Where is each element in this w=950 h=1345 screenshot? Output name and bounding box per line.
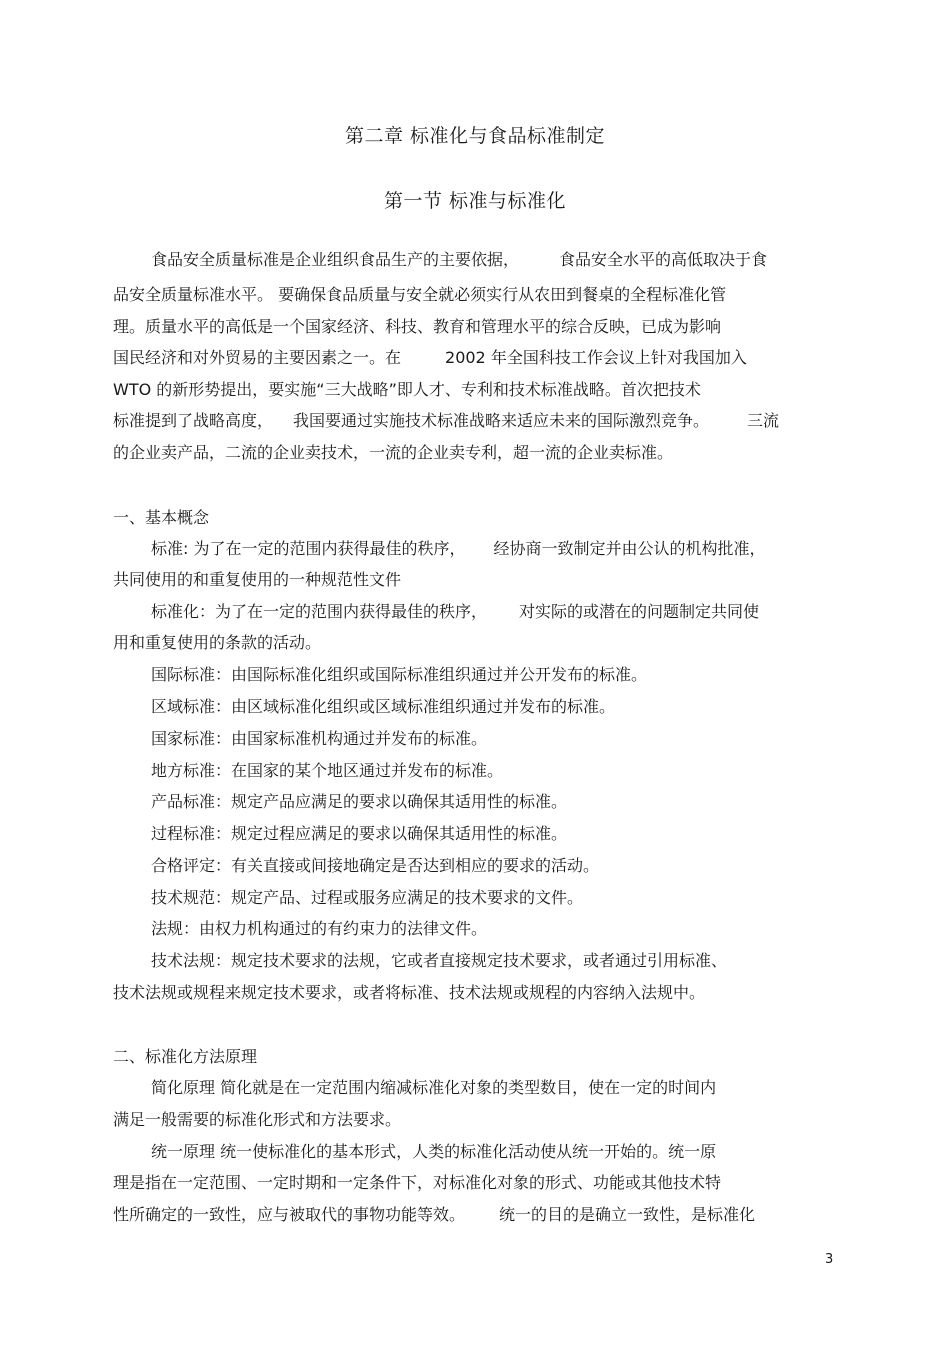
concept-process-standard: 过程标准：规定过程应满足的要求以确保其适用性的标准。 bbox=[151, 824, 568, 843]
concept-conformity-assessment: 合格评定：有关直接或间接地确定是否达到相应的要求的活动。 bbox=[151, 856, 600, 875]
concept-product-standard: 产品标准：规定产品应满足的要求以确保其适用性的标准。 bbox=[151, 792, 568, 811]
concept-standardization-line-2: 用和重复使用的条款的活动。 bbox=[113, 633, 322, 652]
principle-unification-line-1: 统一原理 统一使标准化的基本形式，人类的标准化活动使从统一开始的。统一原 bbox=[151, 1142, 717, 1161]
page-number: 3 bbox=[825, 1252, 834, 1267]
heading-basic-concepts: 一、基本概念 bbox=[113, 508, 210, 527]
concept-regulation: 法规：由权力机构通过的有约束力的法律文件。 bbox=[151, 919, 488, 938]
heading-standardization-principles: 二、标准化方法原理 bbox=[113, 1047, 258, 1066]
concept-regional-standard: 区域标准：由区域标准化组织或区域标准组织通过并发布的标准。 bbox=[151, 697, 616, 716]
intro-line-4: 国民经济和对外贸易的主要因素之一。在 2002 年全国科技工作会议上针对我国加入 bbox=[113, 348, 747, 367]
concept-technical-regulation-line-1: 技术法规：规定技术要求的法规，它或者直接规定技术要求，或者通过引用标准、 bbox=[151, 951, 728, 970]
concept-standardization-line-1: 标准化：为了在一定的范围内获得最佳的秩序， 对实际的或潜在的问题制定共同使 bbox=[151, 602, 760, 621]
principle-unification-line-3: 性所确定的一致性，应与被取代的事物功能等效。 统一的目的是确立一致性，是标准化 bbox=[113, 1205, 756, 1224]
intro-line-1: 食品安全质量标准是企业组织食品生产的主要依据， 食品安全水平的高低取决于食 bbox=[151, 250, 768, 269]
principle-simplification-line-2: 满足一般需要的标准化形式和方法要求。 bbox=[113, 1110, 402, 1129]
concept-international-standard: 国际标准：由国际标准化组织或国际标准组织通过并公开发布的标准。 bbox=[151, 665, 648, 684]
section-title: 第一节 标准与标准化 bbox=[383, 190, 567, 212]
concept-national-standard: 国家标准：由国家标准机构通过并发布的标准。 bbox=[151, 729, 488, 748]
intro-line-5: WTO 的新形势提出，要实施“三大战略”即人才、专利和技术标准战略。首次把技术 bbox=[113, 380, 701, 399]
intro-line-2: 品安全质量标准水平。 要确保食品质量与安全就必须实行从农田到餐桌的全程标准化管 bbox=[113, 285, 727, 304]
concept-technical-regulation-line-2: 技术法规或规程来规定技术要求，或者将标准、技术法规或规程的内容纳入法规中。 bbox=[113, 983, 706, 1002]
concept-standard-line-1: 标准: 为了在一定的范围内获得最佳的秩序， 经协商一致制定并由公认的机构批准， bbox=[151, 539, 766, 558]
concept-technical-specification: 技术规范：规定产品、过程或服务应满足的技术要求的文件。 bbox=[151, 888, 584, 907]
intro-line-6: 标准提到了战略高度， 我国要通过实施技术标准战略来适应未来的国际激烈竞争。 三流 bbox=[113, 411, 780, 430]
chapter-title: 第二章 标准化与食品标准制定 bbox=[344, 125, 606, 147]
concept-standard-line-2: 共同使用的和重复使用的一种规范性文件 bbox=[113, 570, 402, 589]
principle-simplification-line-1: 简化原理 简化就是在一定范围内缩减标准化对象的类型数目，使在一定的时间内 bbox=[151, 1078, 717, 1097]
intro-line-3: 理。质量水平的高低是一个国家经济、科技、教育和管理水平的综合反映，已成为影响 bbox=[113, 317, 722, 336]
concept-local-standard: 地方标准：在国家的某个地区通过并发布的标准。 bbox=[151, 761, 504, 780]
intro-line-7: 的企业卖产品，二流的企业卖技术，一流的企业卖专利，超一流的企业卖标准。 bbox=[113, 443, 674, 462]
principle-unification-line-2: 理是指在一定范围、一定时期和一定条件下，对标准化对象的形式、功能或其他技术特 bbox=[113, 1173, 722, 1192]
